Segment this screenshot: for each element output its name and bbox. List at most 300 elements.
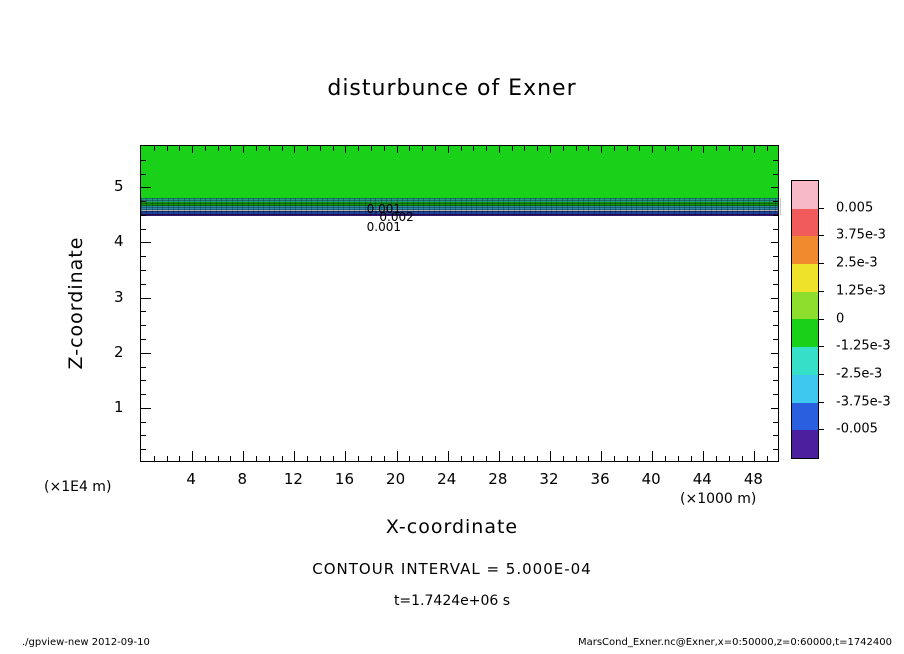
contour-line-vertical: [168, 198, 169, 215]
contour-line-vertical: [620, 198, 621, 215]
axis-tick: [773, 367, 778, 368]
axis-tick: [269, 146, 270, 151]
contour-line-vertical: [317, 198, 318, 215]
contour-line-vertical: [684, 198, 685, 215]
colorbar-tick: [818, 208, 824, 209]
colorbar-segment: [792, 319, 818, 347]
axis-tick-major: [243, 451, 244, 461]
axis-tick: [218, 146, 219, 151]
contour-line-vertical: [503, 198, 504, 215]
axis-tick-major: [141, 408, 151, 409]
axis-tick-major: [754, 146, 755, 153]
axis-tick: [716, 146, 717, 151]
axis-tick: [320, 146, 321, 151]
colorbar-tick-label: 2.5e-3: [836, 255, 878, 271]
contour-line-vertical: [748, 198, 749, 215]
axis-tick-major: [141, 298, 151, 299]
contour-line-vertical: [663, 198, 664, 215]
axis-tick: [627, 456, 628, 461]
axis-tick-major: [771, 298, 778, 299]
contour-line-vertical: [727, 198, 728, 215]
colorbar-tick: [818, 263, 824, 264]
axis-tick: [141, 174, 146, 175]
colorbar-segment: [792, 209, 818, 237]
contour-line-vertical: [311, 198, 312, 215]
colorbar-segment: [792, 236, 818, 264]
contour-line-vertical: [290, 198, 291, 215]
axis-tick: [371, 146, 372, 151]
contour-line-vertical: [423, 198, 424, 215]
axis-tick: [141, 380, 146, 381]
contour-line-vertical: [274, 198, 275, 215]
contour-line-vertical: [658, 198, 659, 215]
footer-left-text: ./gpview-new 2012-09-10: [22, 637, 150, 648]
contour-line-vertical: [365, 198, 366, 215]
colorbar-segment: [792, 347, 818, 375]
y-axis-title: Z-coordinate: [65, 236, 87, 370]
x-tick-label: 40: [641, 470, 661, 488]
contour-line-vertical: [583, 198, 584, 215]
contour-line-vertical: [157, 198, 158, 215]
axis-tick-major: [345, 451, 346, 461]
axis-tick: [141, 449, 146, 450]
colorbar-tick: [818, 291, 824, 292]
axis-tick: [773, 174, 778, 175]
contour-line-vertical: [647, 198, 648, 215]
axis-tick: [141, 229, 146, 230]
contour-line-vertical: [295, 198, 296, 215]
contour-line-vertical: [689, 198, 690, 215]
axis-tick: [773, 256, 778, 257]
contour-line-vertical: [631, 198, 632, 215]
axis-tick: [141, 367, 146, 368]
contour-line-vertical: [354, 198, 355, 215]
contour-line-vertical: [498, 198, 499, 215]
axis-tick: [333, 146, 334, 151]
axis-tick: [742, 456, 743, 461]
contour-line-vertical: [237, 198, 238, 215]
axis-tick: [563, 456, 564, 461]
axis-tick: [358, 456, 359, 461]
axis-tick: [230, 146, 231, 151]
axis-tick-major: [192, 451, 193, 461]
contour-line-vertical: [263, 198, 264, 215]
axis-tick: [473, 456, 474, 461]
axis-tick: [773, 160, 778, 161]
colorbar-segment: [792, 264, 818, 292]
colorbar-tick: [818, 402, 824, 403]
x-tick-label: 36: [590, 470, 610, 488]
x-tick-label: 12: [283, 470, 303, 488]
axis-tick: [729, 456, 730, 461]
contour-line-vertical: [189, 198, 190, 215]
axis-tick: [512, 456, 513, 461]
contour-line-vertical: [466, 198, 467, 215]
axis-tick: [282, 456, 283, 461]
contour-line-vertical: [567, 198, 568, 215]
contour-line-vertical: [679, 198, 680, 215]
contour-line-vertical: [439, 198, 440, 215]
x-tick-label: 44: [692, 470, 712, 488]
axis-tick: [486, 146, 487, 151]
axis-tick: [256, 146, 257, 151]
time-text: t=1.7424e+06 s: [393, 593, 511, 609]
contour-line-vertical: [178, 198, 179, 215]
colorbar-tick-label: 0: [836, 311, 845, 326]
axis-tick: [384, 456, 385, 461]
axis-tick: [576, 146, 577, 151]
contour-line-vertical: [599, 198, 600, 215]
axis-tick: [179, 456, 180, 461]
y-tick-label: 1: [114, 397, 124, 416]
contour-line-vertical: [721, 198, 722, 215]
axis-tick-major: [771, 242, 778, 243]
axis-tick: [141, 394, 146, 395]
axis-tick-major: [550, 451, 551, 461]
y-tick-label: 3: [114, 287, 124, 306]
axis-tick: [773, 284, 778, 285]
contour-line-vertical: [232, 198, 233, 215]
contour-line-vertical: [146, 198, 147, 215]
axis-tick: [773, 229, 778, 230]
contour-line-vertical: [578, 198, 579, 215]
contour-line-vertical: [759, 198, 760, 215]
axis-tick-major: [652, 451, 653, 461]
axis-tick-major: [550, 146, 551, 153]
contour-line-vertical: [194, 198, 195, 215]
axis-tick: [537, 456, 538, 461]
axis-tick: [473, 146, 474, 151]
contour-line-vertical: [556, 198, 557, 215]
y-tick-label: 2: [114, 342, 124, 361]
axis-tick-major: [703, 146, 704, 153]
axis-tick-major: [754, 451, 755, 461]
axis-tick-major: [448, 146, 449, 153]
contour-line-vertical: [327, 198, 328, 215]
axis-tick-major: [601, 451, 602, 461]
axis-tick: [141, 256, 146, 257]
contour-line-vertical: [519, 198, 520, 215]
axis-tick: [141, 201, 146, 202]
contour-line-vertical: [732, 198, 733, 215]
axis-tick-major: [499, 451, 500, 461]
axis-tick: [141, 215, 146, 216]
page-title: disturbunce of Exner: [327, 76, 577, 101]
contour-line-vertical: [242, 198, 243, 215]
colorbar-segment: [792, 292, 818, 320]
contour-line-vertical: [205, 198, 206, 215]
axis-tick: [563, 146, 564, 151]
axis-tick: [773, 201, 778, 202]
contour-line-vertical: [471, 198, 472, 215]
axis-tick: [773, 435, 778, 436]
contour-line-vertical: [333, 198, 334, 215]
axis-tick: [461, 146, 462, 151]
contour-line-vertical: [258, 198, 259, 215]
contour-line-vertical: [248, 198, 249, 215]
axis-tick: [320, 456, 321, 461]
axis-tick: [665, 146, 666, 151]
contour-line-vertical: [279, 198, 280, 215]
axis-tick: [767, 146, 768, 151]
axis-tick-major: [345, 146, 346, 153]
axis-tick: [486, 456, 487, 461]
contour-line-vertical: [285, 198, 286, 215]
axis-tick: [141, 160, 146, 161]
axis-tick: [773, 215, 778, 216]
axis-tick: [141, 270, 146, 271]
contour-line-vertical: [476, 198, 477, 215]
contour-line-vertical: [540, 198, 541, 215]
contour-line-vertical: [764, 198, 765, 215]
colorbar-tick: [818, 319, 824, 320]
contour-line-vertical: [588, 198, 589, 215]
contour-line-vertical: [434, 198, 435, 215]
colorbar-segment: [792, 181, 818, 209]
axis-tick: [141, 435, 146, 436]
contour-line-vertical: [269, 198, 270, 215]
axis-tick: [167, 146, 168, 151]
axis-tick-major: [141, 353, 151, 354]
contour-line-vertical: [482, 198, 483, 215]
contour-line-vertical: [524, 198, 525, 215]
x-tick-label: 28: [488, 470, 508, 488]
contour-line-vertical: [461, 198, 462, 215]
axis-tick: [141, 325, 146, 326]
contour-line-vertical: [253, 198, 254, 215]
colorbar-tick-label: -0.005: [836, 421, 878, 437]
colorbar-tick-label: -2.5e-3: [836, 366, 883, 382]
axis-tick: [422, 146, 423, 151]
axis-tick: [384, 146, 385, 151]
axis-tick: [614, 146, 615, 151]
contour-line-vertical: [301, 198, 302, 215]
contour-line-vertical: [530, 198, 531, 215]
contour-line-vertical: [226, 198, 227, 215]
axis-tick-major: [771, 187, 778, 188]
contour-line-vertical: [349, 198, 350, 215]
axis-tick: [773, 422, 778, 423]
contour-line-vertical: [492, 198, 493, 215]
contour-line-vertical: [743, 198, 744, 215]
contour-line-vertical: [418, 198, 419, 215]
axis-tick: [205, 146, 206, 151]
axis-tick: [269, 456, 270, 461]
colorbar-tick: [818, 235, 824, 236]
contour-line-vertical: [753, 198, 754, 215]
colorbar-segment: [792, 375, 818, 403]
axis-tick: [435, 456, 436, 461]
axis-tick: [639, 146, 640, 151]
axis-tick: [422, 456, 423, 461]
axis-tick: [665, 456, 666, 461]
axis-tick: [167, 456, 168, 461]
y-tick-label: 4: [114, 232, 124, 251]
axis-tick: [256, 456, 257, 461]
axis-tick: [773, 325, 778, 326]
contour-line-vertical: [338, 198, 339, 215]
axis-tick: [371, 456, 372, 461]
colorbar-tick-label: -3.75e-3: [836, 394, 891, 410]
contour-interval-text: CONTOUR INTERVAL = 5.000E-04: [312, 560, 592, 578]
axis-tick: [141, 284, 146, 285]
contour-line-vertical: [626, 198, 627, 215]
y-tick-label: 5: [114, 177, 124, 196]
contour-line-vertical: [487, 198, 488, 215]
axis-tick-major: [448, 451, 449, 461]
axis-tick-major: [294, 451, 295, 461]
axis-tick: [576, 456, 577, 461]
colorbar-tick-label: 0.005: [836, 200, 874, 216]
axis-tick: [282, 146, 283, 151]
contour-line-vertical: [572, 198, 573, 215]
contour-line-vertical: [152, 198, 153, 215]
contour-line-vertical: [780, 198, 781, 215]
axis-tick-major: [294, 146, 295, 153]
contour-line-vertical: [445, 198, 446, 215]
contour-line-vertical: [615, 198, 616, 215]
colorbar-tick-label: 3.75e-3: [836, 227, 886, 243]
colorbar-tick: [818, 429, 824, 430]
contour-line-vertical: [737, 198, 738, 215]
x-tick-label: 48: [743, 470, 763, 488]
contour-value-label: 0.002: [379, 210, 414, 225]
axis-tick: [230, 456, 231, 461]
contour-line-vertical: [546, 198, 547, 215]
footer-right-text: MarsCond_Exner.nc@Exner,x=0:50000,z=0:60000,t=1742400: [577, 637, 892, 648]
axis-tick: [767, 456, 768, 461]
x-tick-label: 24: [437, 470, 457, 488]
y-axis-unit-label: (×1E4 m): [44, 479, 112, 495]
contour-line-vertical: [562, 198, 563, 215]
axis-tick: [537, 146, 538, 151]
axis-tick: [333, 456, 334, 461]
axis-tick: [691, 146, 692, 151]
axis-tick-major: [771, 353, 778, 354]
axis-tick: [627, 146, 628, 151]
contour-value-label: 0.001: [366, 219, 401, 234]
heatmap-band: [141, 146, 778, 198]
colorbar-segment: [792, 403, 818, 431]
axis-tick: [307, 146, 308, 151]
axis-tick: [773, 449, 778, 450]
contour-line-vertical: [210, 198, 211, 215]
axis-tick-major: [601, 146, 602, 153]
x-axis-title: X-coordinate: [385, 516, 519, 538]
axis-tick: [154, 146, 155, 151]
contour-line-vertical: [508, 198, 509, 215]
axis-tick: [773, 394, 778, 395]
contour-line-vertical: [604, 198, 605, 215]
plot-area: [140, 145, 779, 462]
axis-tick-major: [771, 408, 778, 409]
axis-tick: [588, 146, 589, 151]
axis-tick: [461, 456, 462, 461]
axis-tick-major: [499, 146, 500, 153]
contour-line-vertical: [514, 198, 515, 215]
contour-line-vertical: [636, 198, 637, 215]
axis-tick: [435, 146, 436, 151]
contour-line-vertical: [642, 198, 643, 215]
x-tick-label: 32: [539, 470, 559, 488]
axis-tick: [639, 456, 640, 461]
colorbar: [791, 180, 819, 459]
axis-tick: [307, 456, 308, 461]
contour-line-vertical: [594, 198, 595, 215]
x-tick-label: 8: [237, 470, 248, 488]
axis-tick: [742, 146, 743, 151]
axis-tick: [773, 339, 778, 340]
axis-tick: [141, 311, 146, 312]
contour-line-vertical: [700, 198, 701, 215]
axis-tick: [524, 456, 525, 461]
axis-tick-major: [652, 146, 653, 153]
axis-tick: [141, 339, 146, 340]
axis-tick: [729, 146, 730, 151]
colorbar-tick: [818, 374, 824, 375]
axis-tick: [524, 146, 525, 151]
contour-line-vertical: [455, 198, 456, 215]
contour-line-vertical: [535, 198, 536, 215]
axis-tick: [588, 456, 589, 461]
contour-line-vertical: [695, 198, 696, 215]
contour-line-vertical: [173, 198, 174, 215]
contour-line-vertical: [769, 198, 770, 215]
contour-line-vertical: [674, 198, 675, 215]
contour-line-vertical: [221, 198, 222, 215]
colorbar-segment: [792, 430, 818, 458]
axis-tick: [205, 456, 206, 461]
axis-tick: [512, 146, 513, 151]
contour-line-vertical: [162, 198, 163, 215]
contour-line-vertical: [450, 198, 451, 215]
axis-tick-major: [192, 146, 193, 153]
axis-tick: [773, 270, 778, 271]
contour-line-vertical: [184, 198, 185, 215]
contour-line-vertical: [711, 198, 712, 215]
axis-tick-major: [141, 242, 151, 243]
x-axis-unit-label: (×1000 m): [680, 491, 757, 507]
axis-tick-major: [141, 187, 151, 188]
axis-tick: [409, 146, 410, 151]
axis-tick: [154, 456, 155, 461]
axis-tick: [179, 146, 180, 151]
axis-tick: [614, 456, 615, 461]
contour-line-vertical: [359, 198, 360, 215]
contour-line-vertical: [716, 198, 717, 215]
axis-tick-major: [703, 451, 704, 461]
colorbar-tick: [818, 346, 824, 347]
colorbar-tick-label: -1.25e-3: [836, 338, 891, 354]
contour-line-vertical: [343, 198, 344, 215]
contour-line-vertical: [200, 198, 201, 215]
axis-tick: [691, 456, 692, 461]
contour-line-vertical: [705, 198, 706, 215]
contour-line-vertical: [322, 198, 323, 215]
axis-tick: [716, 456, 717, 461]
x-tick-label: 16: [334, 470, 355, 488]
axis-tick: [409, 456, 410, 461]
contour-line-vertical: [551, 198, 552, 215]
axis-tick-major: [397, 451, 398, 461]
contour-line-vertical: [610, 198, 611, 215]
axis-tick: [141, 422, 146, 423]
axis-tick: [678, 146, 679, 151]
axis-tick: [773, 311, 778, 312]
colorbar-tick-label: 1.25e-3: [836, 283, 886, 299]
axis-tick: [218, 456, 219, 461]
contour-line-vertical: [652, 198, 653, 215]
